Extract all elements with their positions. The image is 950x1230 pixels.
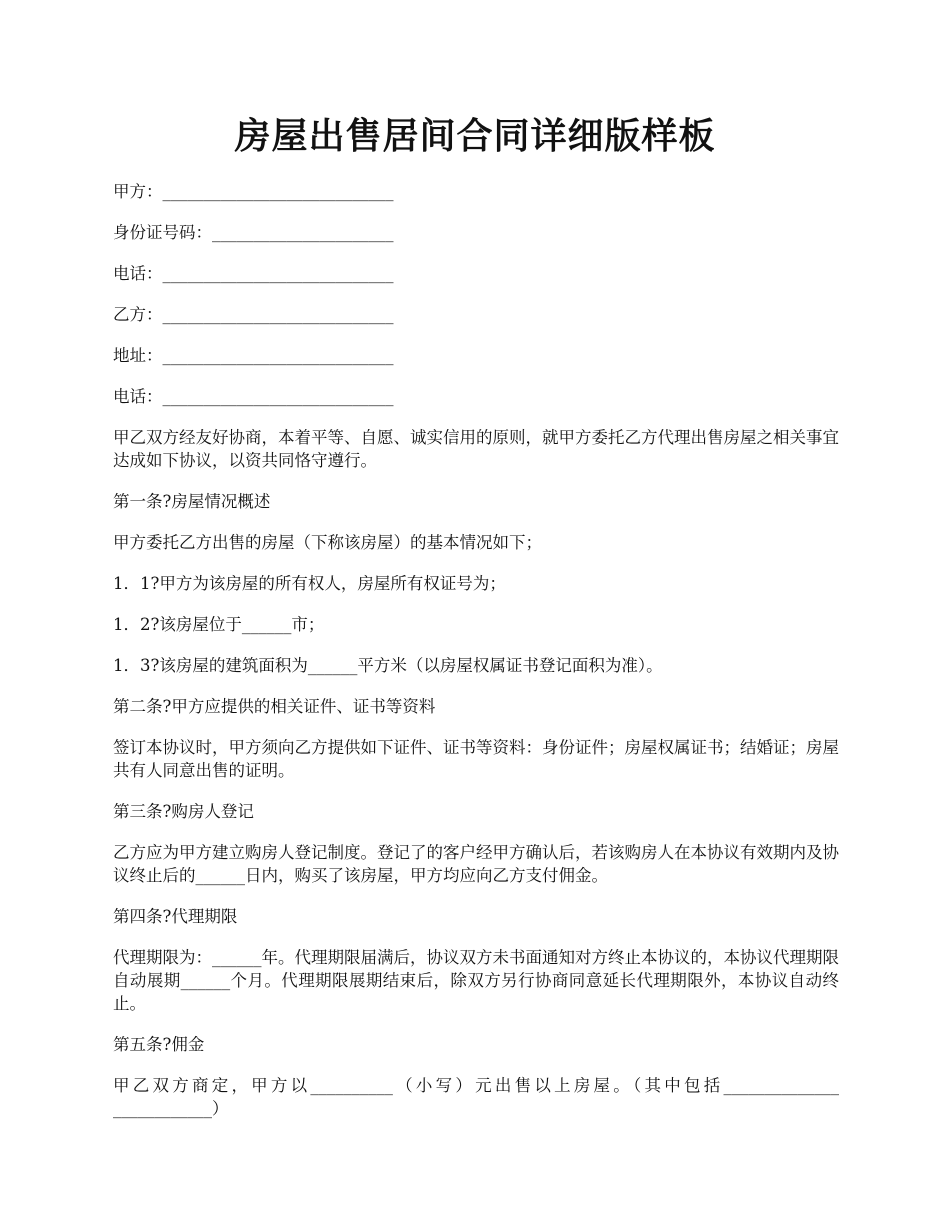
intro-paragraph: 甲乙双方经友好协商，本着平等、自愿、诚实信用的原则，就甲方委托乙方代理出售房屋之相关事宜达成如下协议，以资共同恪守遵行。: [113, 428, 839, 470]
article-2-paragraph: 签订本协议时，甲方须向乙方提供如下证件、证书等资料：身份证件；房屋权属证书；结婚证；房屋共有人同意出售的证明。: [113, 738, 839, 780]
article-5-paragraph: 甲乙双方商定，甲方以__________（小写）元出售以上房屋。（其中包括______________ ____________）: [113, 1076, 839, 1118]
party-a-phone-field: [113, 262, 839, 285]
field-label: 身份证号码：: [113, 223, 212, 242]
field-label: 电话：: [113, 387, 163, 406]
field-blank: ______________________: [212, 223, 394, 242]
article-4-paragraph: 代理期限为：______年。代理期限届满后，协议双方未书面通知对方终止本协议的，本协议代理期限自动展期______个月。代理期限展期结束后，除双方另行协商同意延长代理期限外，本协议自动终止。: [113, 948, 839, 1013]
document-body: [113, 180, 839, 1138]
article-5-heading: 第五条?佣金: [113, 1035, 205, 1054]
field-label: 地址：: [113, 346, 163, 365]
field-blank: ____________________________: [162, 305, 394, 324]
article-1-heading: 第一条?房屋情况概述: [113, 492, 271, 511]
field-blank: ____________________________: [162, 264, 394, 283]
clause-1-3: 1．3?该房屋的建筑面积为______平方米（以房屋权属证书登记面积为准）。: [113, 656, 663, 675]
field-label: 乙方：: [113, 305, 163, 324]
document-title: 房屋出售居间合同详细版样板: [234, 115, 716, 157]
article-1-paragraph: 甲方委托乙方出售的房屋（下称该房屋）的基本情况如下；: [113, 533, 542, 552]
field-label: 甲方：: [113, 182, 163, 201]
address-field: [113, 344, 839, 367]
party-b-phone-field: [113, 385, 839, 408]
article-3-heading: 第三条?购房人登记: [113, 802, 254, 821]
id-number-field: [113, 221, 839, 244]
party-b-field: [113, 303, 839, 326]
field-blank: ____________________________: [162, 387, 394, 406]
clause-1-1: 1．1?甲方为该房屋的所有权人，房屋所有权证号为；: [113, 574, 506, 593]
clause-1-2: 1．2?该房屋位于______市；: [113, 615, 325, 634]
article-3-paragraph: 乙方应为甲方建立购房人登记制度。登记了的客户经甲方确认后，若该购房人在本协议有效期内及协议终止后的______日内，购买了该房屋，甲方均应向乙方支付佣金。: [113, 843, 839, 885]
party-a-field: [113, 180, 839, 203]
article-4-heading: 第四条?代理期限: [113, 907, 238, 926]
field-label: 电话：: [113, 264, 163, 283]
article-2-heading: 第二条?甲方应提供的相关证件、证书等资料: [113, 697, 436, 716]
field-blank: ____________________________: [162, 182, 394, 201]
field-blank: ____________________________: [162, 346, 394, 365]
